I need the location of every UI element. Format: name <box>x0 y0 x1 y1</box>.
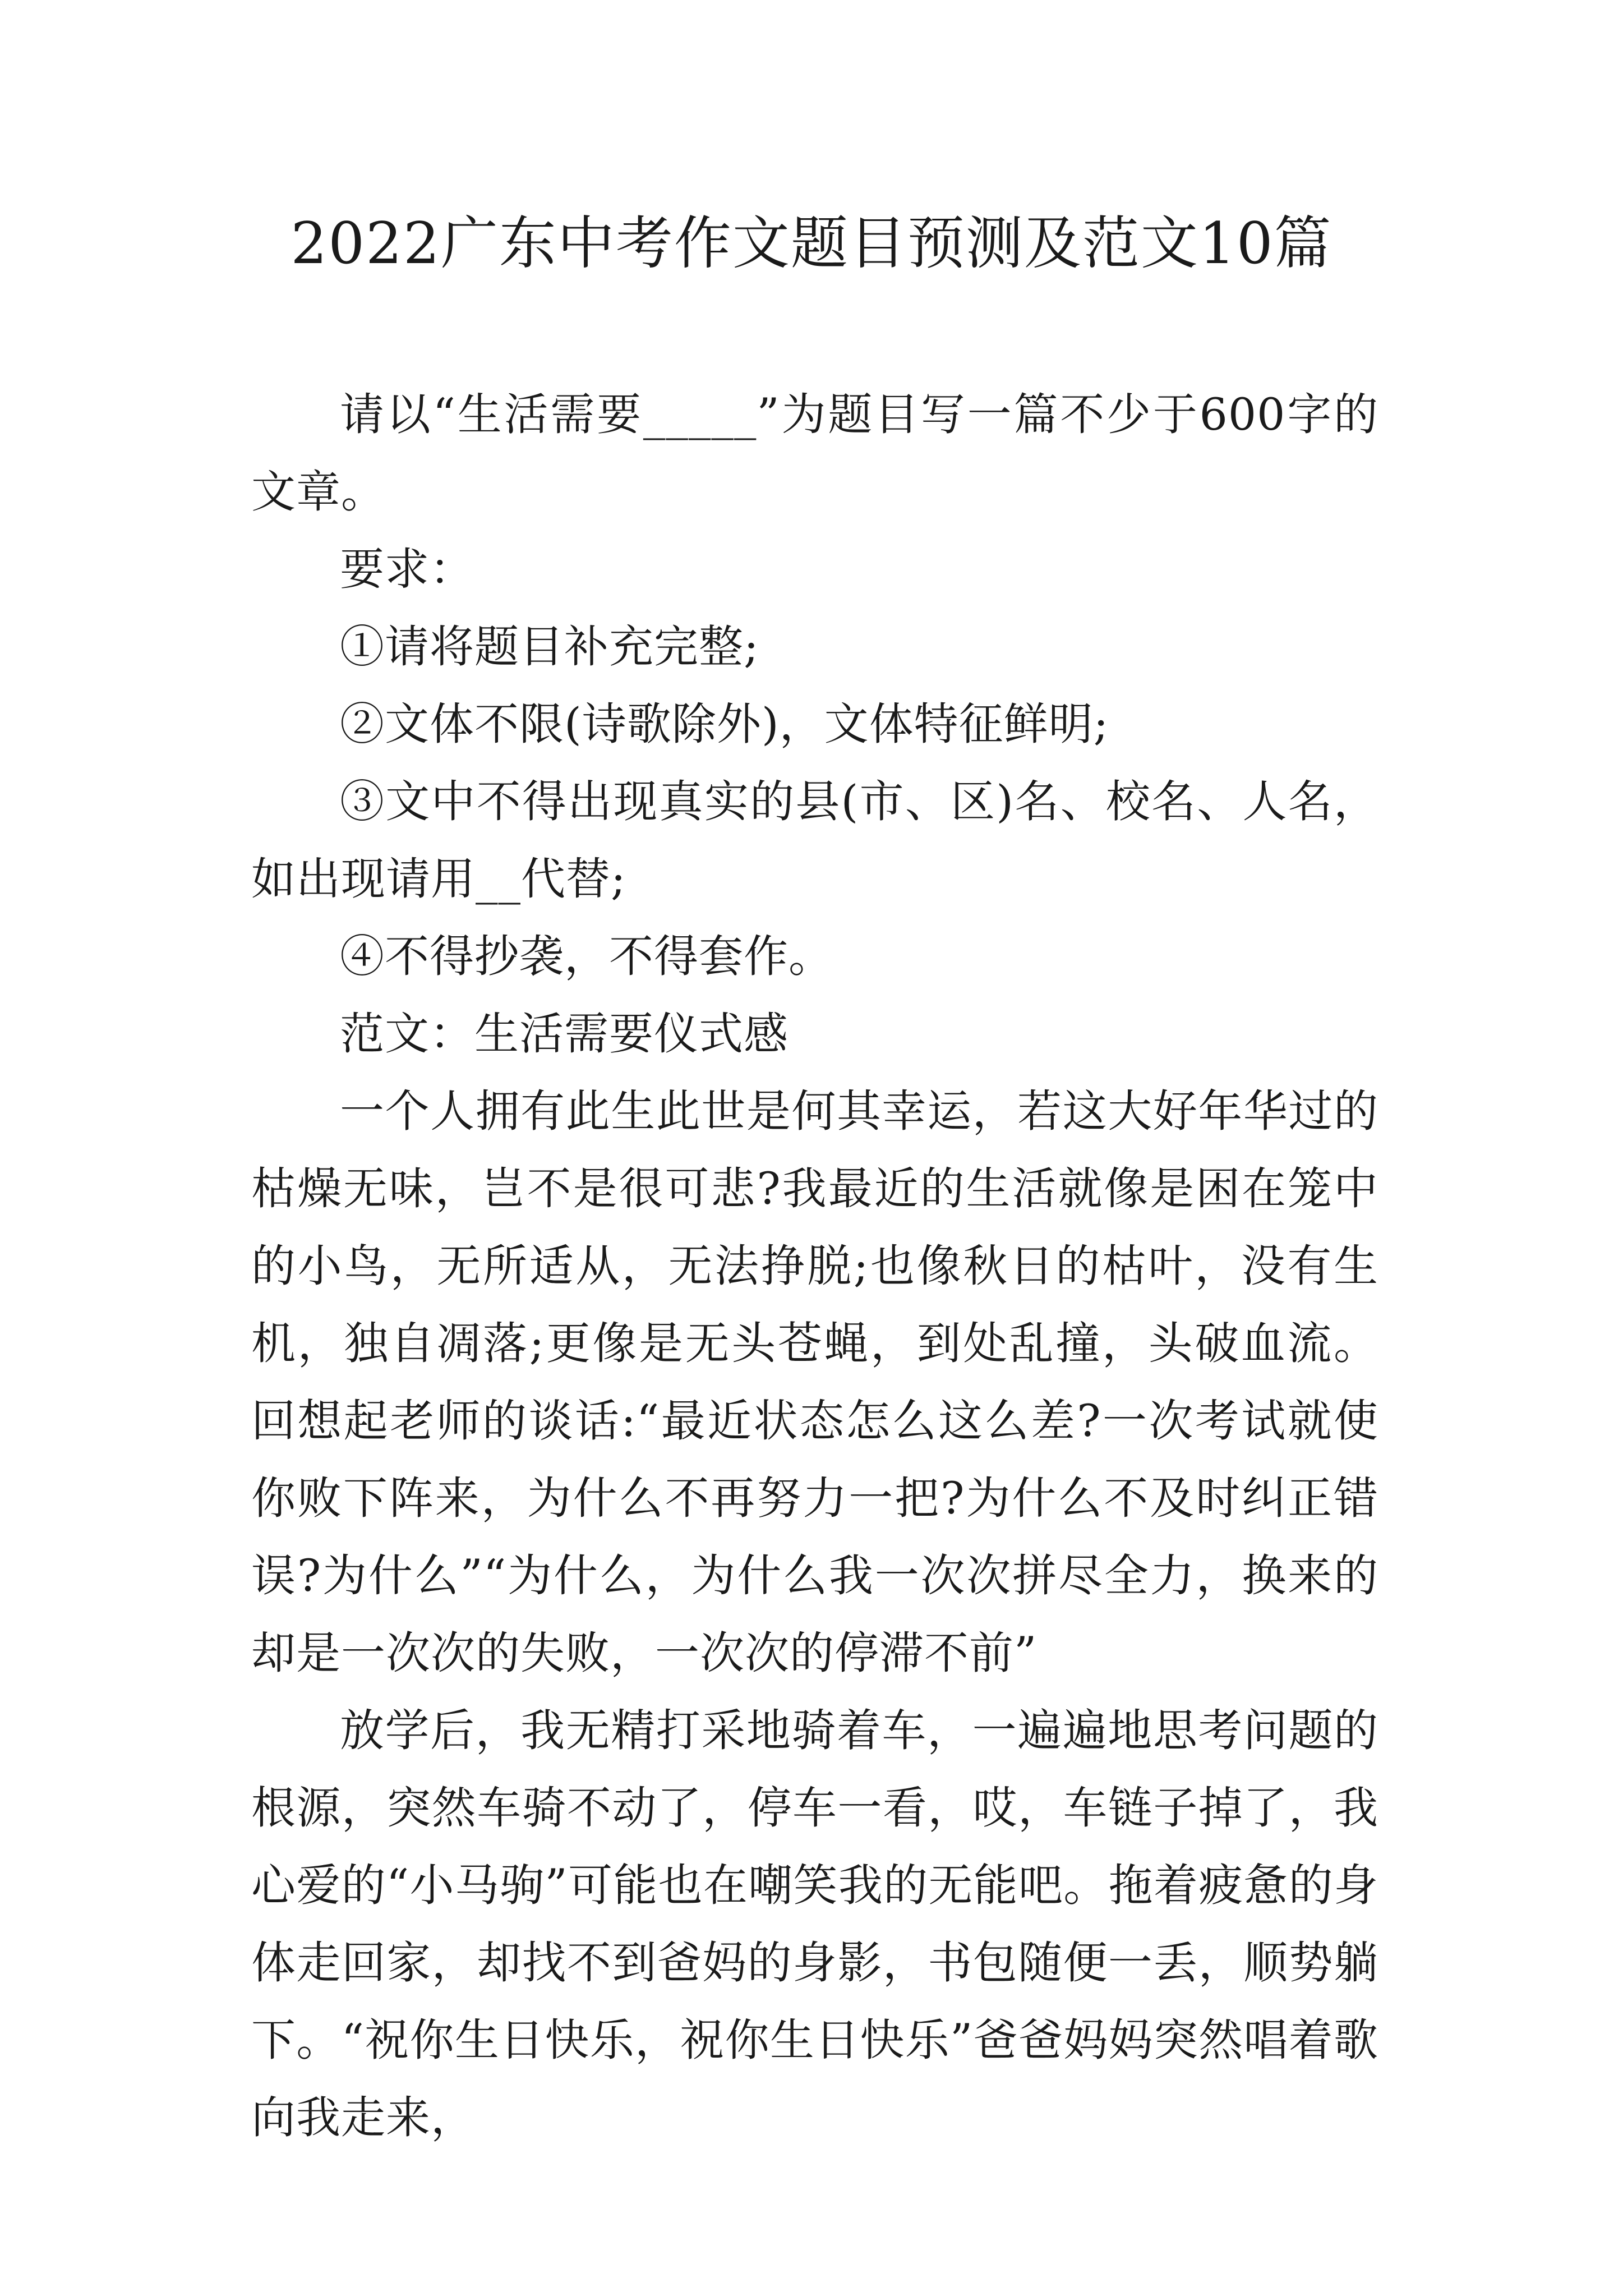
document-body <box>251 376 1378 2156</box>
document-title: 2022广东中考作文题目预测及范文10篇 <box>291 210 1332 277</box>
paragraph-sample-heading: 范文：生活需要仪式感 <box>340 1008 789 1060</box>
paragraph-requirement-4: ④不得抄袭，不得套作。 <box>340 931 833 982</box>
paragraph-requirement-1: ①请将题目补充完整; <box>340 621 759 673</box>
paragraph-requirement-2: ②文体不限(诗歌除外)，文体特征鲜明; <box>340 698 1109 750</box>
paragraph-sample-1: 一个人拥有此生此世是何其幸运，若这大好年华过的枯燥无味，岂不是很可悲?我最近的生活就像是困在笼中的小鸟，无所适从，无法挣脱;也像秋日的枯叶，没有生机，独自凋落;更像是无头苍蝇，到处乱撞，头破血流。回想起老师的谈话:“最近状态怎么这么差?一次考试就使你败下阵来，为什么不再努力一把?为什么不及时纠正错误?为什么”“为什么，为什么我一次次拼尽全力，换来的却是一次次的失败，一次次的停滞不前” <box>251 1085 1378 1679</box>
paragraph-requirements-heading: 要求： <box>340 544 474 595</box>
paragraph-prompt: 请以“生活需要_____”为题目写一篇不少于600字的文章。 <box>251 389 1378 518</box>
paragraph-sample-2: 放学后，我无精打采地骑着车，一遍遍地思考问题的根源，突然车骑不动了，停车一看，哎，车链子掉了，我心爱的“小马驹”可能也在嘲笑我的无能吧。拖着疲惫的身体走回家，却找不到爸妈的身影，书包随便一丢，顺势躺下。“祝你生日快乐，祝你生日快乐”爸爸妈妈突然唱着歌向我走来， <box>251 1705 1378 2143</box>
paragraph-requirement-3: ③文中不得出现真实的县(市、区)名、校名、人名，如出现请用__代替; <box>251 776 1378 905</box>
